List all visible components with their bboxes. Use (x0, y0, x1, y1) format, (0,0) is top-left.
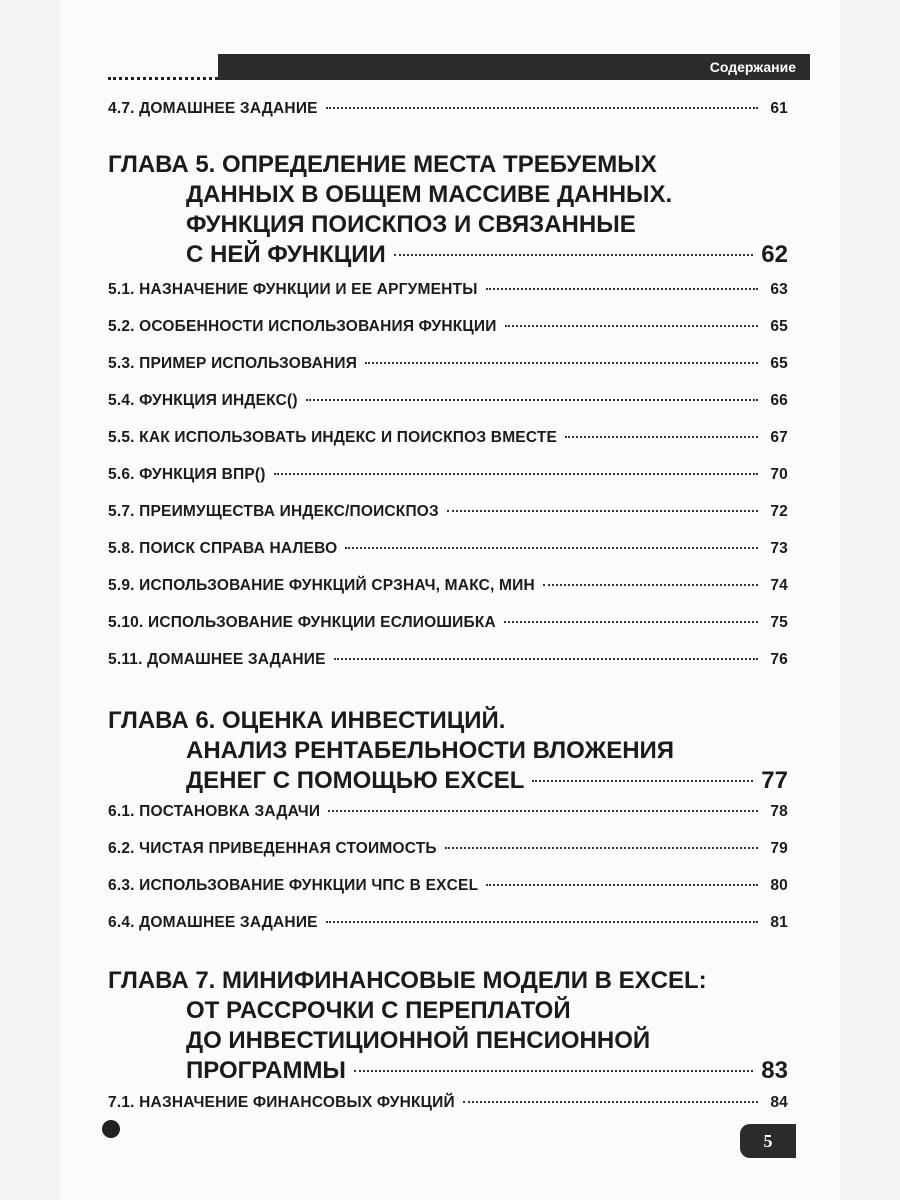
dot-leader (486, 884, 758, 886)
toc-entry[interactable] (108, 614, 788, 632)
toc-entry[interactable] (108, 355, 788, 373)
toc-entry-page: 63 (770, 281, 788, 298)
toc-entry-page: 75 (770, 614, 788, 631)
chapter-title-line: ОТ РАССРОЧКИ С ПЕРЕПЛАТОЙ (186, 997, 571, 1024)
chapter-title-line: ДАННЫХ В ОБЩЕМ МАССИВЕ ДАННЫХ. (186, 181, 673, 208)
dot-leader (306, 399, 758, 401)
chapter-title-line: ГЛАВА 6. ОЦЕНКА ИНВЕСТИЦИЙ. (108, 707, 506, 734)
toc-entry-page: 61 (770, 100, 788, 117)
chapter-heading[interactable] (108, 966, 788, 1086)
dot-leader (447, 510, 758, 512)
dot-leader (565, 436, 758, 438)
bullet-dot-icon (102, 1120, 120, 1138)
toc-entry-label: 5.2. ОСОБЕННОСТИ ИСПОЛЬЗОВАНИЯ ФУНКЦИИ (108, 318, 497, 335)
toc-entry-label: 5.9. ИСПОЛЬЗОВАНИЕ ФУНКЦИЙ СРЗНАЧ, МАКС, МИН (108, 577, 535, 594)
dot-leader (365, 362, 758, 364)
dot-leader (463, 1101, 758, 1103)
dot-leader (505, 325, 758, 327)
chapter-title-last-line (108, 766, 788, 796)
toc-entry-page: 84 (770, 1094, 788, 1111)
toc-entry[interactable] (108, 651, 788, 669)
chapter-page: 83 (761, 1057, 788, 1084)
toc-entry-page: 65 (770, 318, 788, 335)
dot-leader (345, 547, 758, 549)
toc-entry-page: 67 (770, 429, 788, 446)
toc-entry[interactable] (108, 1094, 788, 1112)
chapter-title-line: С НЕЙ ФУНКЦИИ (186, 241, 386, 268)
chapter-title-last-line (108, 240, 788, 270)
toc-entry-label: 5.10. ИСПОЛЬЗОВАНИЕ ФУНКЦИИ ЕСЛИОШИБКА (108, 614, 496, 631)
toc-entry[interactable] (108, 429, 788, 447)
toc-entry-page: 70 (770, 466, 788, 483)
toc-entry[interactable] (108, 503, 788, 521)
chapter-title-line: ГЛАВА 5. ОПРЕДЕЛЕНИЕ МЕСТА ТРЕБУЕМЫХ (108, 151, 657, 178)
dot-leader (394, 254, 754, 256)
dot-leader (504, 621, 758, 623)
toc-entry-label: 5.7. ПРЕИМУЩЕСТВА ИНДЕКС/ПОИСКПОЗ (108, 503, 439, 520)
toc-entry-page: 65 (770, 355, 788, 372)
toc-entry-label: 6.3. ИСПОЛЬЗОВАНИЕ ФУНКЦИИ ЧПС В EXCEL (108, 877, 479, 894)
toc-entry[interactable] (108, 577, 788, 595)
dot-leader (543, 584, 758, 586)
toc-entry[interactable] (108, 466, 788, 484)
toc-entry-label: 7.1. НАЗНАЧЕНИЕ ФИНАНСОВЫХ ФУНКЦИЙ (108, 1094, 455, 1111)
chapter-title-line: ДЕНЕГ С ПОМОЩЬЮ EXCEL (186, 767, 525, 794)
page-number: 5 (763, 1131, 773, 1151)
header-dotted-rule (108, 77, 218, 80)
toc-entry-page: 79 (770, 840, 788, 857)
toc-entry[interactable] (108, 914, 788, 932)
toc-entry-label: 5.11. ДОМАШНЕЕ ЗАДАНИЕ (108, 651, 326, 668)
toc-entry-page: 72 (770, 503, 788, 520)
toc-entry-page: 74 (770, 577, 788, 594)
toc-entry-page: 66 (770, 392, 788, 409)
chapter-title-line: ГЛАВА 7. МИНИФИНАНСОВЫЕ МОДЕЛИ В EXCEL: (108, 967, 707, 994)
dot-leader (334, 658, 758, 660)
dot-leader (486, 288, 758, 290)
toc-entry-page: 76 (770, 651, 788, 668)
toc-entry-label: 5.3. ПРИМЕР ИСПОЛЬЗОВАНИЯ (108, 355, 358, 372)
toc-entry[interactable] (108, 840, 788, 858)
dot-leader (328, 810, 758, 812)
toc-entry-page: 73 (770, 540, 788, 557)
dot-leader (326, 921, 758, 923)
dot-leader (274, 473, 758, 475)
toc-entry[interactable] (108, 100, 788, 118)
dot-leader (532, 780, 753, 782)
dot-leader (354, 1070, 753, 1072)
chapter-title-line: ПРОГРАММЫ (186, 1057, 346, 1084)
toc-entry-label: 5.5. КАК ИСПОЛЬЗОВАТЬ ИНДЕКС И ПОИСКПОЗ ВМЕСТЕ (108, 429, 558, 446)
toc-entry[interactable] (108, 318, 788, 336)
toc-entry[interactable] (108, 540, 788, 558)
running-header (218, 54, 810, 80)
chapter-heading[interactable] (108, 706, 788, 796)
toc-entry-label: 5.4. ФУНКЦИЯ ИНДЕКС() (108, 392, 298, 409)
chapter-title-line: ДО ИНВЕСТИЦИОННОЙ ПЕНСИОННОЙ (186, 1027, 651, 1054)
chapter-page: 62 (761, 241, 788, 268)
page-number-badge (740, 1124, 796, 1158)
dot-leader (326, 107, 758, 109)
toc-entry-label: 6.1. ПОСТАНОВКА ЗАДАЧИ (108, 803, 321, 820)
chapter-title-last-line (108, 1056, 788, 1086)
toc-entry-label: 5.8. ПОИСК СПРАВА НАЛЕВО (108, 540, 338, 557)
chapter-page: 77 (761, 767, 788, 794)
toc-entry-label: 5.6. ФУНКЦИЯ ВПР() (108, 466, 266, 483)
toc-entry-label: 6.4. ДОМАШНЕЕ ЗАДАНИЕ (108, 914, 318, 931)
toc-entry-label: 6.2. ЧИСТАЯ ПРИВЕДЕННАЯ СТОИМОСТЬ (108, 840, 437, 857)
chapter-title-line: ФУНКЦИЯ ПОИСКПОЗ И СВЯЗАННЫЕ (186, 211, 636, 238)
toc-entry[interactable] (108, 281, 788, 299)
toc-entry[interactable] (108, 803, 788, 821)
toc-entry-page: 81 (770, 914, 788, 931)
running-header-title: Содержание (709, 59, 796, 75)
toc-entry-page: 78 (770, 803, 788, 820)
toc-entry-label: 4.7. ДОМАШНЕЕ ЗАДАНИЕ (108, 100, 318, 117)
dot-leader (445, 847, 758, 849)
toc-entry[interactable] (108, 392, 788, 410)
toc-entry-label: 5.1. НАЗНАЧЕНИЕ ФУНКЦИИ И ЕЕ АРГУМЕНТЫ (108, 281, 478, 298)
chapter-title-line: АНАЛИЗ РЕНТАБЕЛЬНОСТИ ВЛОЖЕНИЯ (186, 737, 675, 764)
toc-entry[interactable] (108, 877, 788, 895)
toc-entry-page: 80 (770, 877, 788, 894)
chapter-heading[interactable] (108, 150, 788, 270)
